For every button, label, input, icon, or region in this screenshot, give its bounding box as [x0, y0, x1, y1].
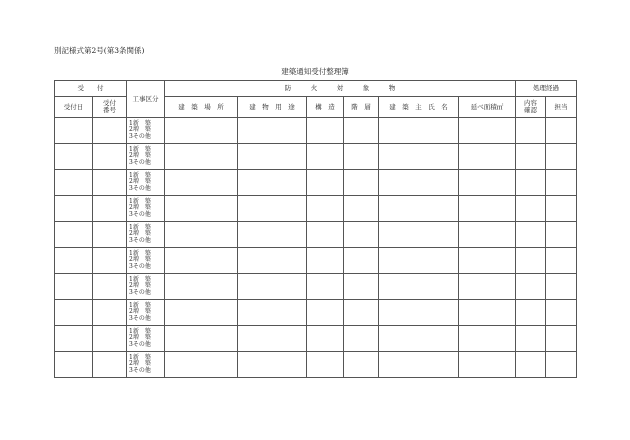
empty-cell [238, 326, 307, 352]
table-row [55, 118, 577, 144]
table-row [55, 222, 577, 248]
empty-cell [55, 352, 93, 378]
work-type-option: 1新 築 [129, 276, 151, 284]
work-type-options [127, 222, 165, 248]
empty-cell [546, 352, 577, 378]
empty-cell [165, 300, 238, 326]
empty-cell [307, 222, 344, 248]
work-type-option: 2増 築 [129, 282, 151, 290]
work-type-option: 3その他 [129, 288, 151, 296]
work-type-option: 3その他 [129, 366, 151, 374]
empty-cell [459, 300, 516, 326]
empty-cell [238, 144, 307, 170]
work-type-option: 1新 築 [129, 172, 151, 180]
work-type-options [127, 300, 165, 326]
empty-cell [238, 222, 307, 248]
empty-cell [516, 144, 546, 170]
empty-cell [307, 248, 344, 274]
empty-cell [165, 326, 238, 352]
empty-cell [459, 248, 516, 274]
work-type-option: 3その他 [129, 262, 151, 270]
work-type-option: 2増 築 [129, 334, 151, 342]
empty-cell [546, 326, 577, 352]
empty-cell [516, 274, 546, 300]
empty-cell [93, 352, 127, 378]
empty-cell [307, 352, 344, 378]
empty-cell [344, 222, 379, 248]
header-work-type: 工事区分 [127, 81, 165, 118]
empty-cell [379, 222, 459, 248]
empty-cell [165, 144, 238, 170]
empty-cell [516, 196, 546, 222]
empty-cell [379, 144, 459, 170]
work-type-option: 1新 築 [129, 250, 151, 258]
empty-cell [516, 170, 546, 196]
empty-cell [459, 118, 516, 144]
empty-cell [379, 274, 459, 300]
empty-cell [93, 144, 127, 170]
empty-cell [307, 170, 344, 196]
empty-cell [55, 300, 93, 326]
work-type-option: 2増 築 [129, 178, 151, 186]
empty-cell [546, 300, 577, 326]
empty-cell [459, 222, 516, 248]
empty-cell [344, 248, 379, 274]
empty-cell [344, 118, 379, 144]
work-type-option: 1新 築 [129, 146, 151, 154]
work-type-options [127, 248, 165, 274]
work-type-options [127, 274, 165, 300]
empty-cell [344, 144, 379, 170]
empty-cell [238, 170, 307, 196]
work-type-options [127, 144, 165, 170]
empty-cell [55, 170, 93, 196]
empty-cell [459, 326, 516, 352]
empty-cell [165, 248, 238, 274]
empty-cell [93, 326, 127, 352]
empty-cell [344, 326, 379, 352]
work-type-option: 3その他 [129, 132, 151, 140]
table-row [55, 144, 577, 170]
empty-cell [459, 196, 516, 222]
empty-cell [93, 118, 127, 144]
header-use: 建 物 用 途 [238, 97, 307, 118]
table-row [55, 248, 577, 274]
empty-cell [516, 222, 546, 248]
empty-cell [165, 222, 238, 248]
empty-cell [55, 118, 93, 144]
work-type-option: 2増 築 [129, 204, 151, 212]
empty-cell [546, 118, 577, 144]
header-reception-no: 受付 番号 [93, 97, 127, 118]
empty-cell [55, 326, 93, 352]
empty-cell [344, 196, 379, 222]
empty-cell [307, 300, 344, 326]
work-type-option: 2増 築 [129, 152, 151, 160]
empty-cell [379, 118, 459, 144]
table-row [55, 196, 577, 222]
empty-cell [93, 170, 127, 196]
empty-cell [238, 274, 307, 300]
work-type-option: 3その他 [129, 314, 151, 322]
table-row [55, 352, 577, 378]
header-person: 担当 [546, 97, 577, 118]
empty-cell [344, 274, 379, 300]
work-type-options [127, 118, 165, 144]
reception-register-table [54, 80, 577, 378]
empty-cell [379, 326, 459, 352]
form-label: 別記様式第2号(第3条関係) [54, 46, 145, 55]
empty-cell [459, 274, 516, 300]
empty-cell [546, 196, 577, 222]
empty-cell [546, 222, 577, 248]
work-type-options [127, 170, 165, 196]
empty-cell [344, 170, 379, 196]
empty-cell [55, 274, 93, 300]
empty-cell [238, 300, 307, 326]
empty-cell [165, 196, 238, 222]
work-type-option: 2増 築 [129, 256, 151, 264]
empty-cell [516, 300, 546, 326]
empty-cell [55, 196, 93, 222]
header-reception: 受 付 [55, 81, 127, 97]
empty-cell [238, 352, 307, 378]
work-type-option: 3その他 [129, 158, 151, 166]
work-type-options [127, 352, 165, 378]
work-type-option: 3その他 [129, 184, 151, 192]
work-type-option: 2増 築 [129, 230, 151, 238]
empty-cell [379, 300, 459, 326]
empty-cell [93, 300, 127, 326]
empty-cell [307, 196, 344, 222]
work-type-option: 1新 築 [129, 302, 151, 310]
work-type-options [127, 196, 165, 222]
empty-cell [55, 248, 93, 274]
empty-cell [379, 170, 459, 196]
table-row [55, 170, 577, 196]
empty-cell [546, 248, 577, 274]
header-reception-date: 受付日 [55, 97, 93, 118]
empty-cell [165, 352, 238, 378]
empty-cell [379, 248, 459, 274]
header-process: 処理経過 [516, 81, 577, 97]
empty-cell [307, 118, 344, 144]
work-type-option: 3その他 [129, 236, 151, 244]
empty-cell [459, 170, 516, 196]
empty-cell [55, 144, 93, 170]
empty-cell [55, 222, 93, 248]
work-type-option: 2増 築 [129, 126, 151, 134]
empty-cell [546, 144, 577, 170]
empty-cell [379, 352, 459, 378]
header-structure: 構 造 [307, 97, 344, 118]
work-type-option: 3その他 [129, 210, 151, 218]
header-fire-target: 防 火 対 象 物 [165, 81, 516, 97]
empty-cell [546, 274, 577, 300]
work-type-option: 2増 築 [129, 308, 151, 316]
empty-cell [307, 144, 344, 170]
table-row [55, 326, 577, 352]
work-type-option: 3その他 [129, 340, 151, 348]
empty-cell [238, 196, 307, 222]
empty-cell [93, 274, 127, 300]
page-title: 建築通知受付整理簿 [281, 67, 349, 76]
table-row [55, 300, 577, 326]
empty-cell [344, 352, 379, 378]
empty-cell [307, 326, 344, 352]
empty-cell [344, 300, 379, 326]
empty-cell [93, 196, 127, 222]
header-floor-area: 延べ面積㎡ [459, 97, 516, 118]
header-owner: 建 築 主 氏 名 [379, 97, 459, 118]
work-type-option: 1新 築 [129, 224, 151, 232]
work-type-option: 2増 築 [129, 360, 151, 368]
empty-cell [516, 248, 546, 274]
empty-cell [516, 326, 546, 352]
empty-cell [459, 144, 516, 170]
header-location: 建 築 場 所 [165, 97, 238, 118]
work-type-option: 1新 築 [129, 354, 151, 362]
empty-cell [165, 118, 238, 144]
empty-cell [546, 170, 577, 196]
empty-cell [238, 118, 307, 144]
empty-cell [165, 170, 238, 196]
empty-cell [379, 196, 459, 222]
table-row [55, 274, 577, 300]
empty-cell [93, 248, 127, 274]
work-type-option: 1新 築 [129, 198, 151, 206]
header-content-check: 内容 確認 [516, 97, 546, 118]
empty-cell [459, 352, 516, 378]
empty-cell [165, 274, 238, 300]
empty-cell [93, 222, 127, 248]
empty-cell [238, 248, 307, 274]
empty-cell [516, 352, 546, 378]
work-type-option: 1新 築 [129, 120, 151, 128]
empty-cell [307, 274, 344, 300]
header-floors: 階 層 [344, 97, 379, 118]
empty-cell [516, 118, 546, 144]
work-type-options [127, 326, 165, 352]
work-type-option: 1新 築 [129, 328, 151, 336]
